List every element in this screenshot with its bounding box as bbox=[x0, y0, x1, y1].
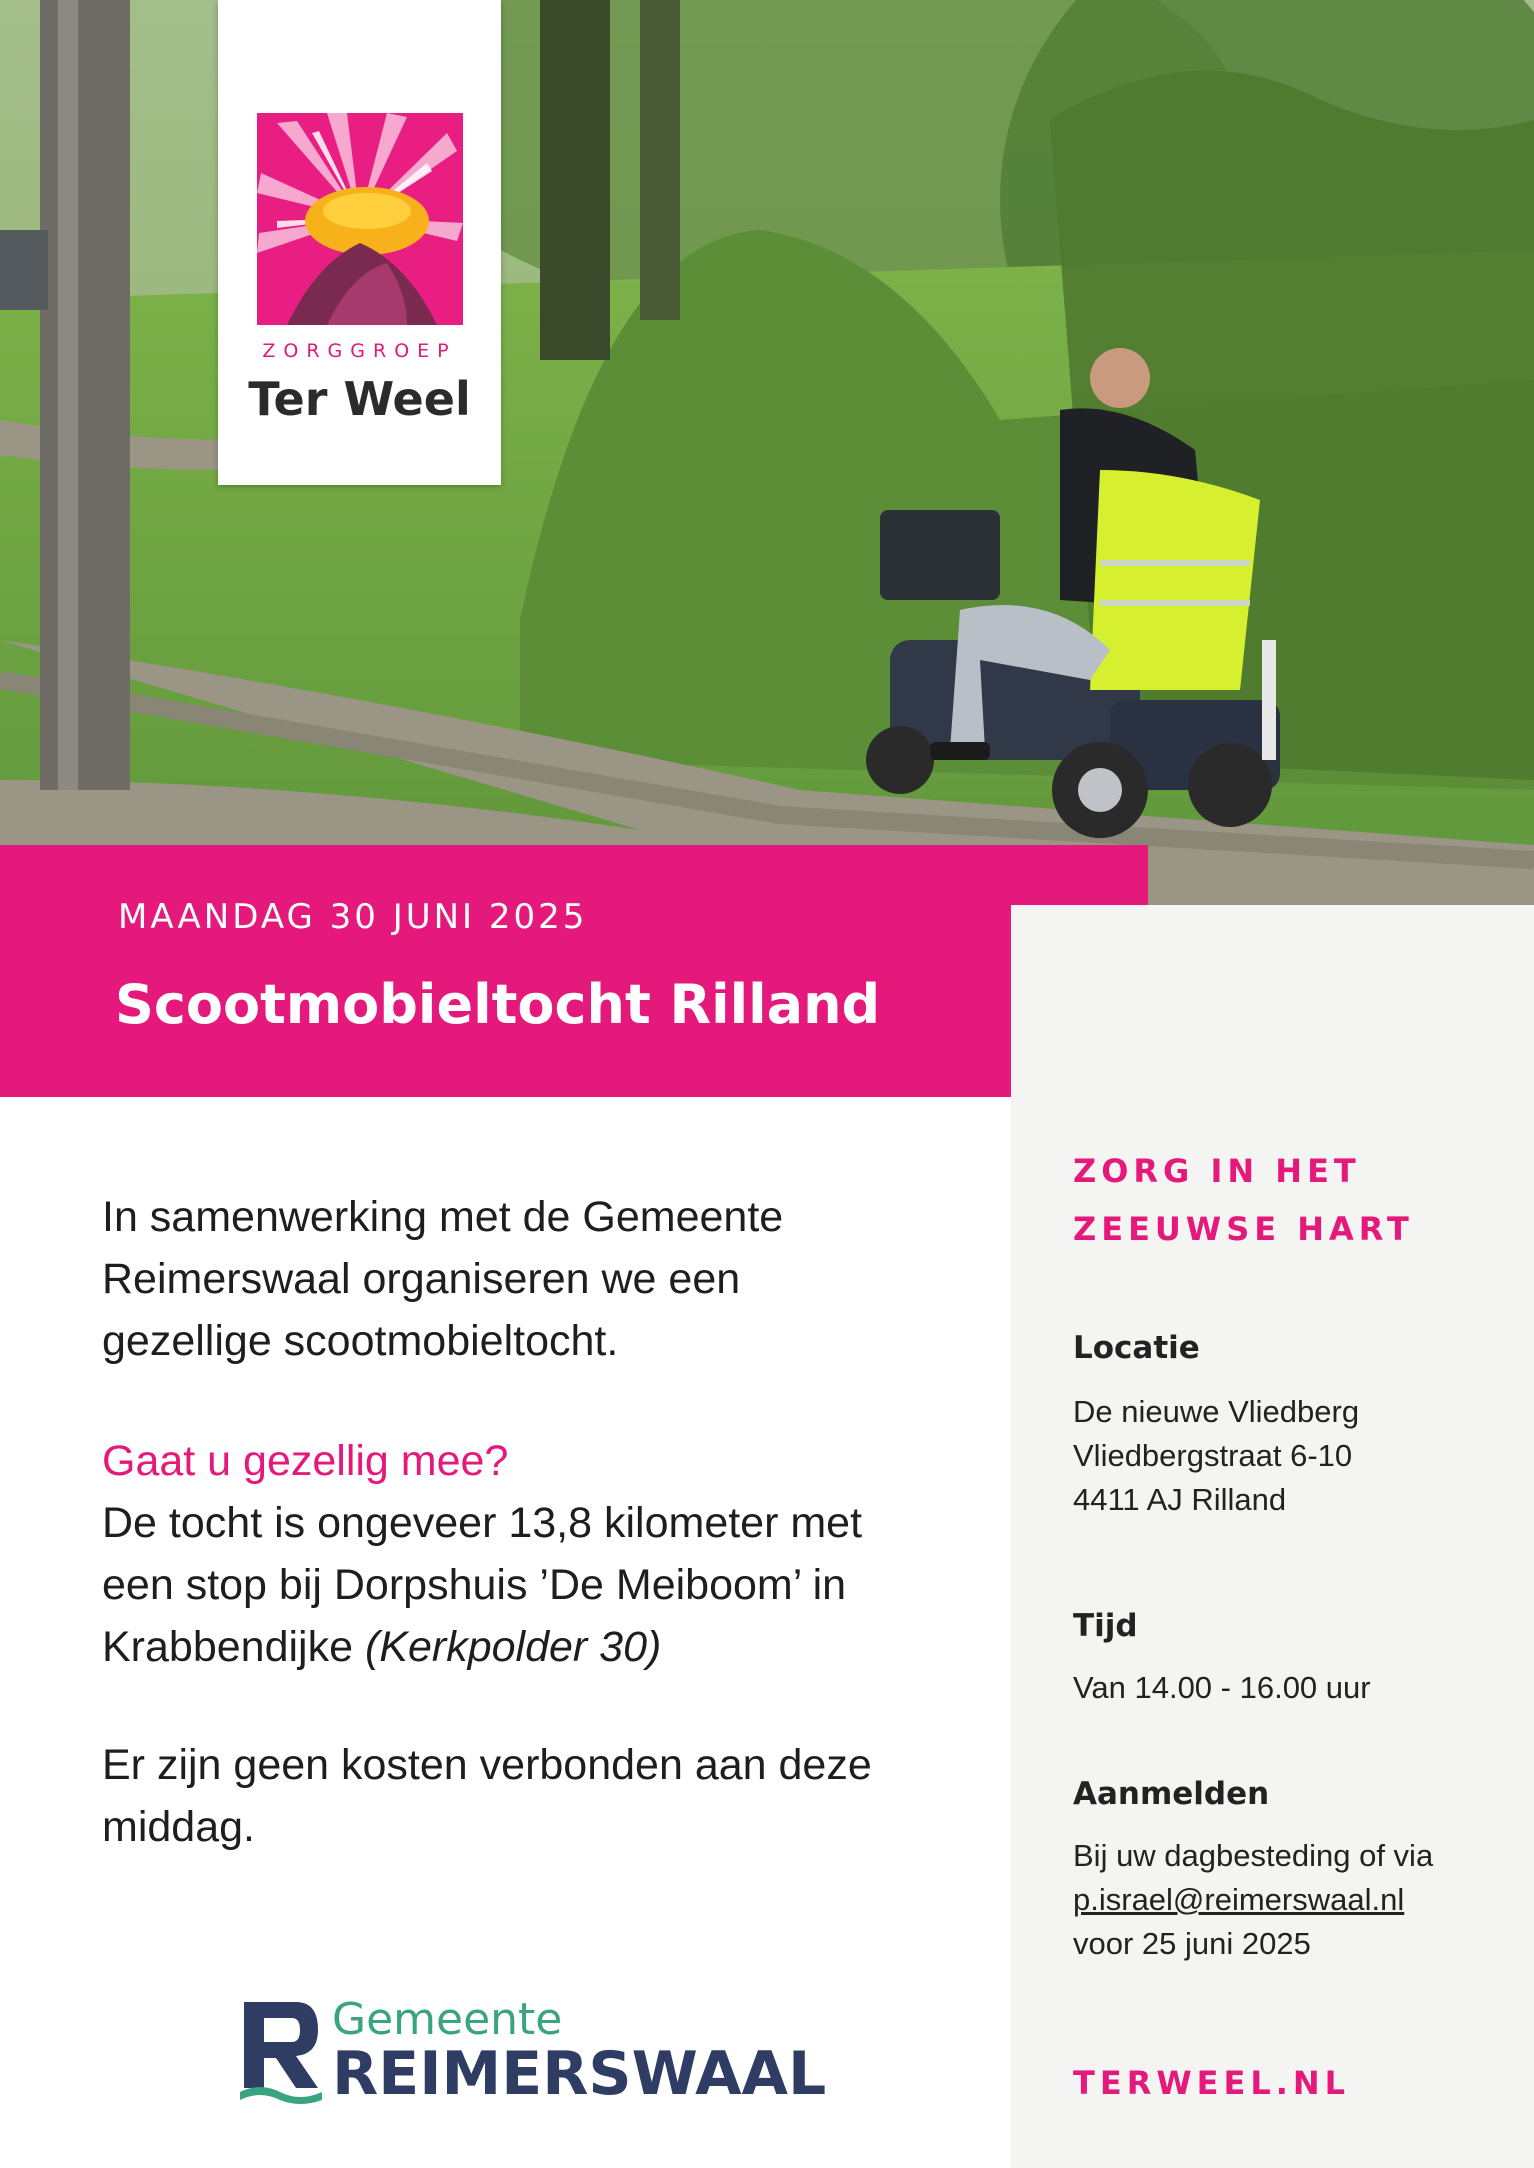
costs-paragraph bbox=[102, 1734, 982, 1858]
route-line: De tocht is ongeveer 13,8 kilometer met bbox=[102, 1499, 863, 1547]
time-value bbox=[1073, 1666, 1371, 1710]
logo-subtitle: ZORGGROEP bbox=[262, 340, 457, 362]
register-line: Bij uw dagbesteding of via bbox=[1073, 1838, 1434, 1873]
register-email-link[interactable]: p.israel@reimerswaal.nl bbox=[1073, 1882, 1405, 1917]
location-heading: Locatie bbox=[1073, 1330, 1200, 1366]
costs-line: Er zijn geen kosten verbonden aan deze bbox=[102, 1741, 872, 1789]
location-line: De nieuwe Vliedberg bbox=[1073, 1394, 1360, 1429]
route-question: Gaat u gezellig mee? bbox=[102, 1437, 509, 1485]
website-link[interactable]: TERWEEL.NL bbox=[1073, 2064, 1351, 2102]
partner-bottom-text: REIMERSWAAL bbox=[332, 2039, 827, 2109]
intro-line: gezellige scootmobieltocht. bbox=[102, 1317, 619, 1365]
intro-line: In samenwerking met de Gemeente bbox=[102, 1193, 784, 1241]
time-heading: Tijd bbox=[1073, 1608, 1138, 1644]
route-paragraph bbox=[102, 1430, 982, 1678]
reimerswaal-r-logo-icon bbox=[238, 1996, 324, 2104]
info-sidebar bbox=[1011, 905, 1534, 2168]
event-banner bbox=[0, 845, 1148, 1097]
register-details bbox=[1073, 1834, 1433, 1966]
tagline-line-2: ZEEUWSE HART bbox=[1073, 1210, 1414, 1248]
register-heading: Aanmelden bbox=[1073, 1776, 1270, 1812]
intro-line: Reimerswaal organiseren we een bbox=[102, 1255, 741, 1303]
partner-top-text: Gemeente bbox=[332, 1994, 563, 2045]
route-line: een stop bij Dorpshuis ’De Meiboom’ in bbox=[102, 1561, 847, 1609]
route-line bbox=[102, 1616, 982, 1678]
intro-paragraph bbox=[102, 1186, 982, 1372]
costs-line: middag. bbox=[102, 1803, 255, 1851]
location-line: 4411 AJ Rilland bbox=[1073, 1482, 1287, 1517]
register-line: voor 25 juni 2025 bbox=[1073, 1926, 1311, 1961]
event-date: MAANDAG 30 JUNI 2025 bbox=[118, 897, 588, 937]
event-title: Scootmobieltocht Rilland bbox=[115, 973, 881, 1036]
tagline bbox=[1073, 1142, 1414, 1258]
logo-name: Ter Weel bbox=[248, 372, 471, 426]
location-line: Vliedbergstraat 6-10 bbox=[1073, 1438, 1353, 1473]
reimerswaal-logo bbox=[238, 1994, 827, 2109]
location-details bbox=[1073, 1390, 1359, 1522]
route-line-plain: Krabbendijke bbox=[102, 1623, 365, 1671]
tagline-line-1: ZORG IN HET bbox=[1073, 1152, 1361, 1190]
time-line: Van 14.00 - 16.00 uur bbox=[1073, 1670, 1371, 1705]
ter-weel-logo bbox=[218, 0, 501, 485]
route-line-address: (Kerkpolder 30) bbox=[364, 1623, 662, 1671]
ter-weel-flower-logo-icon bbox=[257, 113, 463, 325]
